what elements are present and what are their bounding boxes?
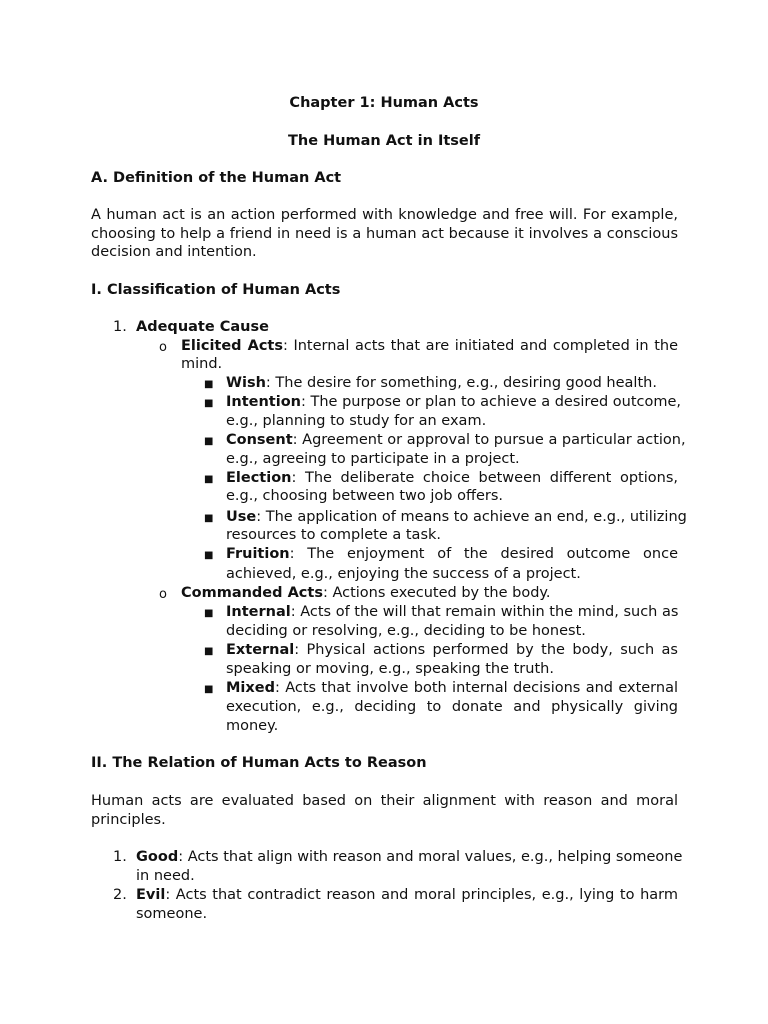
list-item-continuation: mind. — [181, 356, 223, 372]
list-item — [136, 848, 683, 867]
definition: : Agreement or approval to pursue a particular action, — [292, 432, 686, 448]
list-item-continuation: someone. — [136, 906, 208, 922]
definition: : Internal acts that are initiated and completed in the — [282, 338, 678, 354]
square-bullet-icon: ■ — [204, 436, 214, 447]
sub-list-item-continuation: achieved, e.g., enjoying the success of a project. — [226, 566, 581, 582]
list-number: 1. — [113, 849, 127, 865]
term: External — [226, 642, 295, 658]
square-bullet-icon: ■ — [204, 608, 214, 619]
term: Good — [136, 849, 179, 865]
square-bullet-icon: ■ — [204, 550, 214, 561]
circle-bullet-icon: o — [159, 340, 167, 355]
definition: : The deliberate choice between different options, — [291, 470, 678, 486]
term: Election — [226, 470, 292, 486]
paragraph-line: Human acts are evaluated based on their alignment with reason and moral — [91, 793, 678, 809]
sub-list-item — [226, 603, 678, 622]
square-bullet-icon: ■ — [204, 513, 214, 524]
sub-list-item — [226, 679, 678, 698]
square-bullet-icon: ■ — [204, 474, 214, 485]
term: Commanded Acts — [181, 585, 323, 601]
term: Use — [226, 509, 257, 525]
list-number: 2. — [113, 887, 127, 903]
definition: : Acts that involve both internal decisions and external — [274, 680, 678, 696]
term: Mixed — [226, 680, 275, 696]
chapter-subtitle: The Human Act in Itself — [287, 133, 481, 149]
list-item-label: Adequate Cause — [136, 319, 269, 335]
term: Consent — [226, 432, 293, 448]
sub-list-item — [226, 545, 678, 564]
sub-list-item — [226, 508, 687, 527]
square-bullet-icon: ■ — [204, 684, 214, 695]
square-bullet-icon: ■ — [204, 379, 214, 390]
sub-list-item-continuation: execution, e.g., deciding to donate and physically giving — [226, 699, 678, 715]
definition: : The application of means to achieve an end, e.g., utilizing — [256, 509, 687, 525]
definition: : Actions executed by the body. — [322, 585, 551, 601]
sub-list-item-continuation: deciding or resolving, e.g., deciding to be honest. — [226, 623, 586, 639]
term: Wish — [226, 375, 266, 391]
list-item-continuation: in need. — [136, 868, 195, 884]
list-item — [181, 337, 678, 356]
chapter-title: Chapter 1: Human Acts — [289, 95, 479, 111]
sub-list-item — [226, 469, 678, 488]
definition: : Acts that contradict reason and moral principles, e.g., lying to harm — [165, 887, 678, 903]
list-item — [136, 886, 678, 905]
paragraph-line: decision and intention. — [91, 244, 257, 260]
circle-bullet-icon: o — [159, 587, 167, 602]
paragraph-line: choosing to help a friend in need is a human act because it involves a conscious — [91, 226, 678, 242]
definition: : Physical actions performed by the body, such as — [294, 642, 678, 658]
sub-list-item-continuation: e.g., agreeing to participate in a project. — [226, 451, 520, 467]
definition: : The desire for something, e.g., desiring good health. — [265, 375, 657, 391]
term: Elicited Acts — [181, 338, 283, 354]
sub-list-item-continuation: e.g., planning to study for an exam. — [226, 413, 487, 429]
term: Intention — [226, 394, 301, 410]
sub-list-item-continuation: resources to complete a task. — [226, 527, 442, 543]
sub-list-item — [226, 393, 682, 412]
sub-list-item — [226, 641, 678, 660]
square-bullet-icon: ■ — [204, 646, 214, 657]
definition: : Acts that align with reason and moral values, e.g., helping someone — [178, 849, 683, 865]
term: Internal — [226, 604, 291, 620]
list-number: 1. — [113, 319, 127, 335]
term: Fruition — [226, 546, 290, 562]
square-bullet-icon: ■ — [204, 398, 214, 409]
sub-list-item — [226, 374, 657, 393]
definition: : The purpose or plan to achieve a desired outcome, — [301, 394, 682, 410]
definition: : Acts of the will that remain within the mind, such as — [290, 604, 679, 620]
term: Evil — [136, 887, 166, 903]
definition: : The enjoyment of the desired outcome once — [289, 546, 678, 562]
paragraph-line: A human act is an action performed with knowledge and free will. For example, — [91, 207, 678, 223]
list-item — [181, 584, 551, 603]
section-i-heading: I. Classification of Human Acts — [91, 282, 341, 298]
sub-list-item-continuation: money. — [226, 718, 279, 734]
sub-list-item — [226, 431, 686, 450]
paragraph-line: principles. — [91, 812, 166, 828]
section-ii-heading: II. The Relation of Human Acts to Reason — [91, 755, 427, 771]
section-a-heading: A. Definition of the Human Act — [91, 170, 342, 186]
sub-list-item-continuation: speaking or moving, e.g., speaking the truth. — [226, 661, 554, 677]
sub-list-item-continuation: e.g., choosing between two job offers. — [226, 488, 504, 504]
